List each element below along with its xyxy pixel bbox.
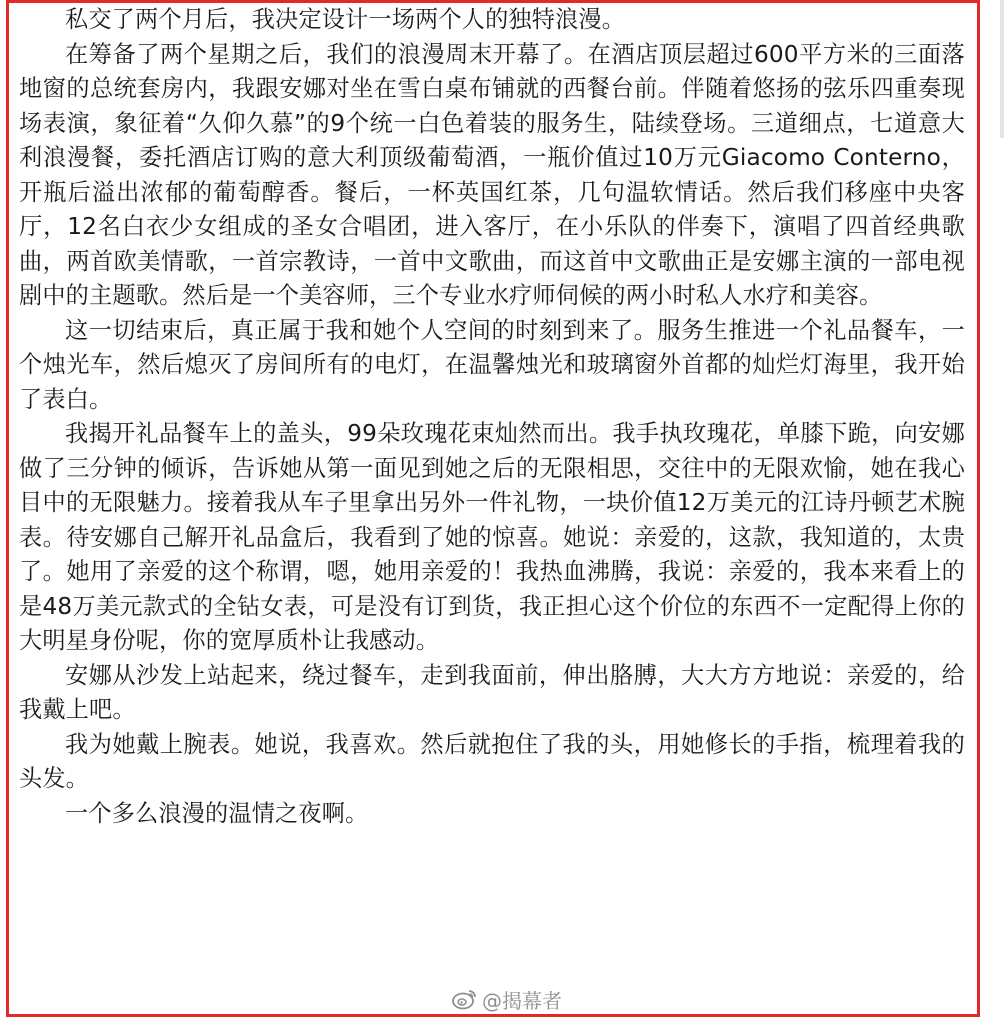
- watermark: [452, 983, 562, 1015]
- paragraph-7: 一个多么浪漫的温情之夜啊。: [65, 799, 369, 827]
- paragraph-1: 私交了两个月后，我决定设计一场两个人的独特浪漫。: [65, 6, 626, 33]
- weibo-icon: [452, 988, 478, 1010]
- paragraph-3: 这一切结束后，真正属于我和她个人空间的时刻到来了。服务生推进一个礼品餐车，一个烛光车，然后熄灭了房间所有的电灯，在温馨烛光和玻璃窗外首都的灿烂灯海里，我开始了表白。: [19, 316, 965, 413]
- scrollbar[interactable]: [1000, 0, 1004, 138]
- paragraph-5: 安娜从沙发上站起来，绕过餐车，走到我面前，伸出胳膊，大大方方地说：亲爱的，给我戴上吧。: [19, 661, 965, 723]
- paragraph-6: 我为她戴上腕表。她说，我喜欢。然后就抱住了我的头，用她修长的手指，梳理着我的头发。: [19, 730, 965, 792]
- paragraph-4: 我揭开礼品餐车上的盖头，99朵玫瑰花束灿然而出。我手执玫瑰花，单膝下跪，向安娜做了三分钟的倾诉，告诉她从第一面见到她之后的无限相思，交往中的无限欢愉，她在我心目中的无限魅力。接着我从车子里拿出另外一件礼物，一块价值12万美元的江诗丹顿艺术腕表。待安娜自己解开礼品盒后，我看到了她的惊喜。她说：亲爱的，这款，我知道的，太贵了。她用了亲爱的这个称谓，嗯，她用亲爱的！我热血沸腾，我说：亲爱的，我本来看上的是48万美元款式的全钻女表，可是没有订到货，我正担心这个价位的东西不一定配得上你的大明星身份呢，你的宽厚质朴让我感动。: [19, 420, 965, 654]
- watermark-text: @揭幕者: [482, 988, 562, 1013]
- article-body: [19, 3, 965, 831]
- paragraph-2: 在筹备了两个星期之后，我们的浪漫周末开幕了。在酒店顶层超过600平方米的三面落地窗的总统套房内，我跟安娜对坐在雪白桌布铺就的西餐台前。伴随着悠扬的弦乐四重奏现场表演，象征着“久仰久慕”的9个统一白色着装的服务生，陆续登场。三道细点，七道意大利浪漫餐，委托酒店订购的意大利顶级葡萄酒，一瓶价值过10万元Giacomo Conterno，开瓶后溢出浓郁的葡萄醇香。餐后，一杯英国红茶，几句温软情话。然后我们移座中央客厅，12名白衣少女组成的圣女合唱团，进入客厅，在小乐队的伴奏下，演唱了四首经典歌曲，两首欧美情歌，一首宗教诗，一首中文歌曲，而这首中文歌曲正是安娜主演的一部电视剧中的主题歌。然后是一个美容师，三个专业水疗师伺候的两小时私人水疗和美容。: [19, 40, 965, 309]
